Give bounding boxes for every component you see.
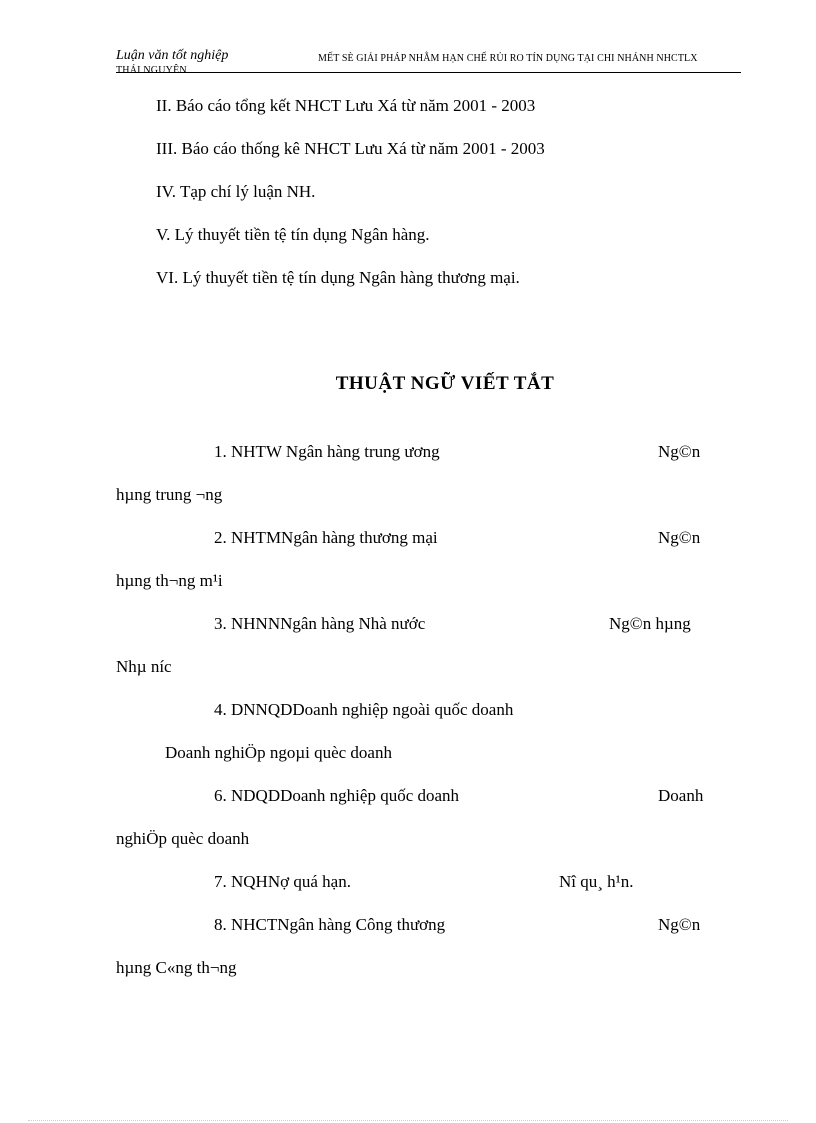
reference-item: IV. Tạp chí lý luận NH. <box>156 182 316 201</box>
page-bottom-edge <box>28 1120 788 1121</box>
abbreviation-encoded-text: Nî qu¸ h¹n. <box>559 872 634 891</box>
abbreviation-entry: 4. DNNQDDoanh nghiệp ngoài quốc doanh <box>214 700 514 719</box>
abbreviation-entry: 8. NHCTNgân hàng Công thương <box>214 915 446 934</box>
abbreviation-encoded-text: Ng©n <box>658 528 701 547</box>
abbreviation-encoded-text: hµng trung ¬ng <box>116 485 223 504</box>
abbreviation-entry: 3. NHNNNgân hàng Nhà nước <box>214 614 426 633</box>
header-thesis-label: Luận văn tốt nghiệp <box>116 48 229 63</box>
reference-item: II. Báo cáo tổng kết NHCT Lưu Xá từ năm 2001 - 2003 <box>156 96 536 115</box>
abbreviation-encoded-text: Nhµ níc <box>116 657 172 676</box>
header-location: THÁI NGUYÊN <box>116 65 187 76</box>
reference-item: V. Lý thuyết tiền tệ tín dụng Ngân hàng. <box>156 225 430 244</box>
header-divider <box>116 72 741 73</box>
abbreviation-encoded-text: Doanh <box>658 786 704 805</box>
abbreviations-heading: THUẬT NGỮ VIẾT TẮT <box>335 373 555 394</box>
abbreviation-encoded-text: Ng©n <box>658 442 701 461</box>
abbreviation-entry: 2. NHTMNgân hàng thương mại <box>214 528 438 547</box>
reference-item: III. Báo cáo thống kê NHCT Lưu Xá từ năm 2001 - 2003 <box>156 139 545 158</box>
abbreviation-entry: 7. NQHNợ quá hạn. <box>214 872 351 891</box>
abbreviation-encoded-text: hµng th¬ng m¹i <box>116 571 223 590</box>
abbreviation-encoded-text: Doanh nghiÖp ngoµi quèc doanh <box>165 743 392 762</box>
abbreviation-encoded-text: hµng C«ng th¬ng <box>116 958 237 977</box>
abbreviation-encoded-text: Ng©n hµng <box>609 614 691 633</box>
abbreviation-encoded-text: Ng©n <box>658 915 701 934</box>
abbreviation-encoded-text: nghiÖp quèc doanh <box>116 829 250 848</box>
reference-item: VI. Lý thuyết tiền tệ tín dụng Ngân hàng thương mại. <box>156 268 520 287</box>
header-title: MẾT SÈ GIẢI PHÁP NHẰM HẠN CHẾ RỦI RO TÍN DỤNG TẠI CHI NHÁNH NHCTLX <box>318 53 698 64</box>
abbreviation-entry: 6. NDQDDoanh nghiệp quốc doanh <box>214 786 460 805</box>
abbreviation-entry: 1. NHTW Ngân hàng trung ương <box>214 442 440 461</box>
